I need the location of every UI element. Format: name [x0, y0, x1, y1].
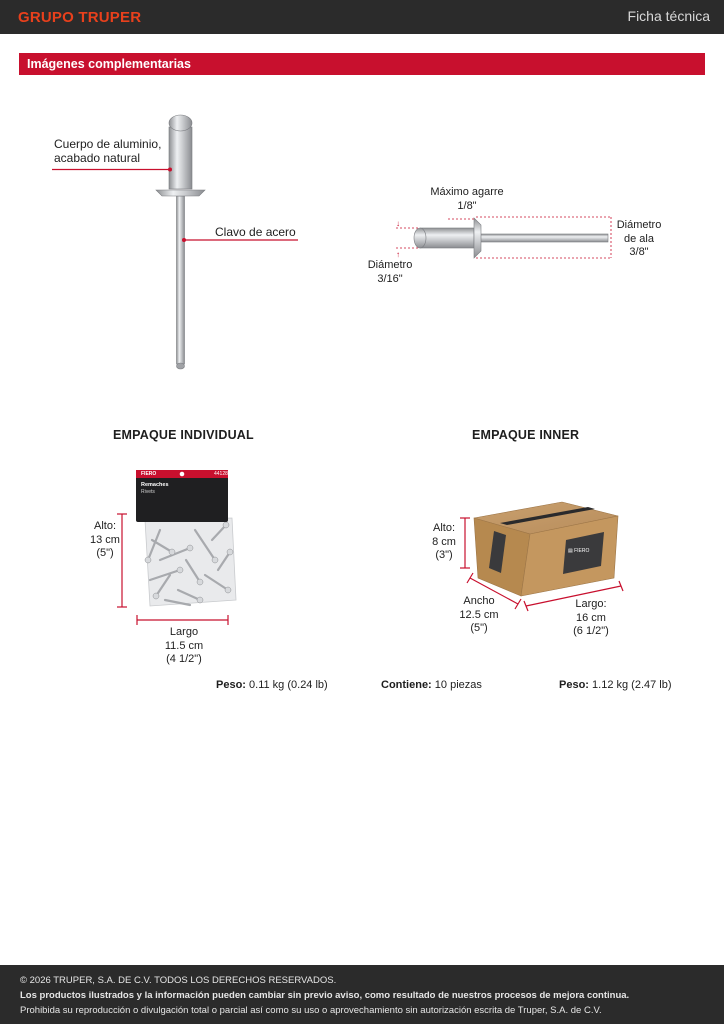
- footer-copyright: © 2026 TRUPER, S.A. DE C.V. TODOS LOS DERECHOS RESERVADOS.: [20, 975, 337, 986]
- package-name-en: Rivets: [141, 489, 155, 495]
- inner-contains: [381, 679, 482, 691]
- inner-contains-label: Contiene:: [381, 679, 432, 691]
- shank-diameter-label: Diámetro 3/16": [367, 259, 413, 285]
- section-title: Imágenes complementarias: [27, 57, 191, 71]
- svg-text:↑: ↑: [396, 250, 400, 259]
- svg-text:↓: ↓: [396, 219, 400, 228]
- footer-notice: Los productos ilustrados y la información pueden cambiar sin previo aviso, como resultado de nuestros procesos de mejora continua.: [20, 990, 630, 1001]
- individual-weight: [216, 679, 328, 691]
- inner-contains-value: 10 piezas: [434, 679, 482, 691]
- footer-prohibition: Prohibida su reproducción o divulgación total o parcial así como su uso o aprovechamiento sin autorización escrita de Truper, S.A. de C.V.: [20, 1005, 602, 1016]
- individual-pack-heading: EMPAQUE INDIVIDUAL: [113, 428, 254, 442]
- svg-text:▤ FIERO: ▤ FIERO: [568, 548, 590, 554]
- max-grip-label: Máximo agarre 1/8": [430, 186, 504, 212]
- inner-weight: [559, 679, 672, 691]
- page-footer: [0, 965, 724, 1024]
- individual-weight-value: 0.11 kg (0.24 lb): [249, 679, 328, 691]
- package-brand: FIERO: [141, 471, 157, 477]
- inner-height-label: Alto: 8 cm (3"): [432, 522, 456, 561]
- package-name-es: Remaches: [141, 482, 169, 488]
- head-diameter-label: Diámetro de ala 3/8": [616, 219, 662, 258]
- body-label: Cuerpo de aluminio, acabado natural: [54, 137, 162, 165]
- inner-pack-heading: EMPAQUE INNER: [472, 428, 580, 442]
- inner-weight-value: 1.12 kg (2.47 lb): [592, 679, 672, 691]
- individual-weight-label: Peso:: [216, 679, 246, 691]
- individual-height-label: Alto: 13 cm (5"): [90, 520, 120, 559]
- rivet-horizontal-image: [414, 218, 608, 258]
- inner-length-label: Largo: 16 cm (6 1/2"): [573, 598, 609, 637]
- rivet-vertical-image: [156, 115, 205, 369]
- inner-weight-label: Peso:: [559, 679, 589, 691]
- brand-logo: GRUPO TRUPER: [18, 9, 142, 26]
- package-print: [138, 471, 226, 521]
- package-code: 44128: [214, 471, 228, 477]
- document-type: Ficha técnica: [627, 8, 710, 24]
- nail-label: Clavo de acero: [215, 225, 296, 239]
- individual-length-label: Largo 11.5 cm (4 1/2"): [164, 626, 204, 665]
- inner-box-image: [474, 502, 618, 596]
- inner-width-label: Ancho 12.5 cm (5"): [459, 595, 499, 634]
